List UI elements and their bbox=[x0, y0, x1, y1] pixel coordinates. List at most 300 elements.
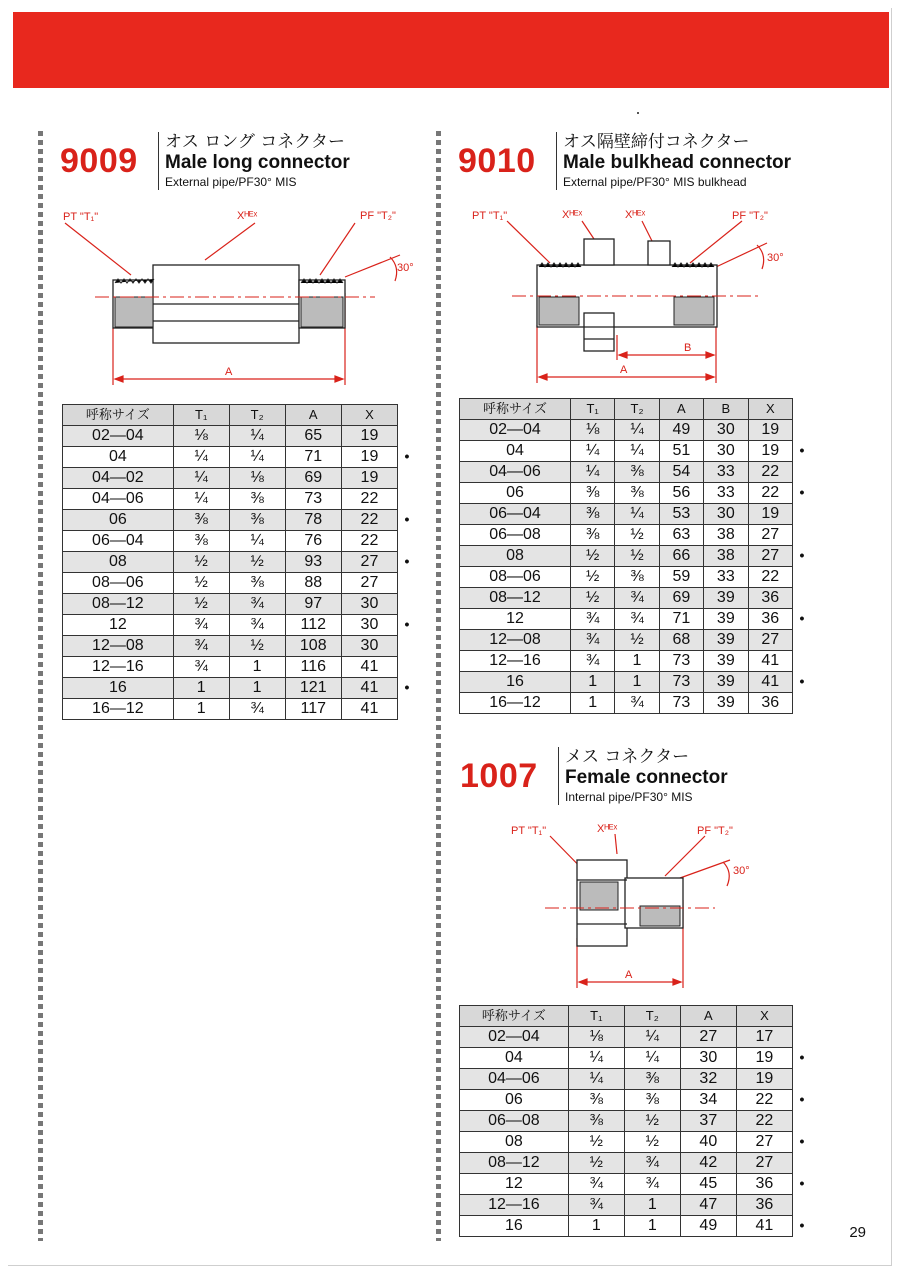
table-cell: 121 bbox=[285, 678, 341, 699]
table-cell: 19 bbox=[341, 468, 397, 489]
row-mark bbox=[798, 503, 806, 523]
table-cell: 36 bbox=[736, 1174, 792, 1195]
table-cell: ½ bbox=[173, 594, 229, 615]
table-cell: 36 bbox=[736, 1195, 792, 1216]
table-cell: 66 bbox=[659, 546, 703, 567]
table-cell: 36 bbox=[748, 609, 792, 630]
col-t2: T₂ bbox=[624, 1006, 680, 1027]
table-cell: 30 bbox=[341, 615, 397, 636]
table-cell: 30 bbox=[341, 636, 397, 657]
table-cell: 22 bbox=[748, 462, 792, 483]
table-row bbox=[460, 1132, 793, 1153]
table-cell: ¾ bbox=[229, 615, 285, 636]
label-angle: 30° bbox=[733, 865, 750, 877]
table-cell: ¼ bbox=[624, 1048, 680, 1069]
table-row bbox=[460, 462, 793, 483]
row-mark: • bbox=[799, 547, 805, 563]
col-a: A bbox=[659, 399, 703, 420]
table-row bbox=[460, 588, 793, 609]
table-cell: 39 bbox=[704, 672, 748, 693]
table-cell: 19 bbox=[736, 1048, 792, 1069]
table-cell: ¼ bbox=[568, 1048, 624, 1069]
product-code: 1007 bbox=[460, 757, 538, 795]
table-cell: ⅜ bbox=[173, 510, 229, 531]
table-body bbox=[460, 420, 793, 714]
row-mark bbox=[798, 1152, 806, 1172]
table-cell: 51 bbox=[659, 441, 703, 462]
row-mark: • bbox=[799, 1133, 805, 1149]
cell-size: 12 bbox=[460, 609, 571, 630]
col-x: X bbox=[341, 405, 397, 426]
table-cell: 39 bbox=[704, 630, 748, 651]
label-hex: Xᴴᴱˣ bbox=[597, 823, 618, 835]
table-row bbox=[460, 1153, 793, 1174]
row-mark: • bbox=[404, 553, 410, 569]
table-row bbox=[460, 1069, 793, 1090]
table-cell: 30 bbox=[704, 420, 748, 441]
title-jp: オス隔壁締付コネクター bbox=[563, 132, 750, 152]
label-pf: PF "T₂" bbox=[732, 210, 768, 222]
table-cell: ¼ bbox=[229, 447, 285, 468]
table-cell: 36 bbox=[748, 693, 792, 714]
table-cell: ½ bbox=[615, 546, 659, 567]
row-mark bbox=[798, 1194, 806, 1214]
female-connector-drawing bbox=[505, 820, 785, 990]
table-cell: ¾ bbox=[624, 1153, 680, 1174]
cell-size: 12—16 bbox=[460, 1195, 569, 1216]
row-mark: • bbox=[799, 1175, 805, 1191]
table-row bbox=[63, 426, 398, 447]
cell-size: 12 bbox=[460, 1174, 569, 1195]
col-size: 呼称サイズ bbox=[460, 399, 571, 420]
table-cell: 97 bbox=[285, 594, 341, 615]
title-jp: メス コネクター bbox=[565, 747, 690, 767]
row-mark bbox=[798, 629, 806, 649]
table-row bbox=[63, 699, 398, 720]
col-x: X bbox=[736, 1006, 792, 1027]
table-cell: 22 bbox=[341, 489, 397, 510]
table-row bbox=[63, 636, 398, 657]
spec-table-9010 bbox=[459, 398, 793, 714]
table-cell: 1 bbox=[570, 693, 614, 714]
table-cell: 69 bbox=[285, 468, 341, 489]
table-cell: ½ bbox=[229, 552, 285, 573]
table-cell: ⅜ bbox=[173, 531, 229, 552]
table-cell: 1 bbox=[624, 1216, 680, 1237]
product-code: 9010 bbox=[458, 142, 536, 180]
page-number: 29 bbox=[849, 1224, 866, 1241]
cell-size: 08—12 bbox=[460, 1153, 569, 1174]
table-cell: 73 bbox=[659, 672, 703, 693]
table-cell: ¾ bbox=[173, 615, 229, 636]
cell-size: 04—06 bbox=[460, 1069, 569, 1090]
table-cell: ½ bbox=[173, 552, 229, 573]
table-cell: 17 bbox=[736, 1027, 792, 1048]
table-cell: ¼ bbox=[173, 468, 229, 489]
row-mark bbox=[798, 524, 806, 544]
row-mark bbox=[798, 461, 806, 481]
cell-size: 06 bbox=[460, 1090, 569, 1111]
table-cell: ¾ bbox=[624, 1174, 680, 1195]
row-mark bbox=[798, 692, 806, 712]
cell-size: 08—12 bbox=[63, 594, 174, 615]
table-cell: 1 bbox=[615, 651, 659, 672]
table-cell: ¼ bbox=[615, 441, 659, 462]
table-cell: ⅛ bbox=[229, 468, 285, 489]
table-cell: ½ bbox=[229, 636, 285, 657]
cell-size: 06—04 bbox=[63, 531, 174, 552]
middle-dashed-rule bbox=[436, 131, 441, 1241]
table-cell: 39 bbox=[704, 693, 748, 714]
table-cell: 22 bbox=[736, 1090, 792, 1111]
table-row bbox=[63, 678, 398, 699]
table-cell: 68 bbox=[659, 630, 703, 651]
table-cell: 27 bbox=[748, 630, 792, 651]
table-cell: 69 bbox=[659, 588, 703, 609]
table-cell: ⅜ bbox=[624, 1090, 680, 1111]
table-cell: 38 bbox=[704, 525, 748, 546]
table-row bbox=[63, 468, 398, 489]
table-cell: 47 bbox=[680, 1195, 736, 1216]
table-cell: 112 bbox=[285, 615, 341, 636]
label-a: A bbox=[620, 364, 628, 376]
table-row bbox=[63, 573, 398, 594]
table-cell: ⅜ bbox=[229, 510, 285, 531]
cell-size: 16 bbox=[460, 1216, 569, 1237]
table-cell: 33 bbox=[704, 483, 748, 504]
cell-size: 16—12 bbox=[460, 693, 571, 714]
table-cell: ½ bbox=[624, 1132, 680, 1153]
speck bbox=[637, 112, 639, 114]
table-cell: ⅜ bbox=[615, 483, 659, 504]
table-row bbox=[460, 546, 793, 567]
table-cell: 42 bbox=[680, 1153, 736, 1174]
cell-size: 06 bbox=[460, 483, 571, 504]
spec-table-9009 bbox=[62, 404, 398, 720]
subtitle: Internal pipe/PF30° MIS bbox=[565, 790, 693, 804]
cell-size: 08 bbox=[460, 546, 571, 567]
cell-size: 08 bbox=[63, 552, 174, 573]
cell-size: 12—16 bbox=[460, 651, 571, 672]
table-cell: ¾ bbox=[570, 651, 614, 672]
table-cell: 37 bbox=[680, 1111, 736, 1132]
table-cell: 19 bbox=[341, 426, 397, 447]
cell-size: 08—06 bbox=[460, 567, 571, 588]
table-cell: 1 bbox=[173, 678, 229, 699]
label-b: B bbox=[684, 342, 692, 354]
cell-size: 12—16 bbox=[63, 657, 174, 678]
table-cell: 19 bbox=[341, 447, 397, 468]
row-mark bbox=[403, 467, 411, 487]
table-cell: 30 bbox=[680, 1048, 736, 1069]
table-row bbox=[63, 447, 398, 468]
table-cell: ¾ bbox=[615, 693, 659, 714]
table-row bbox=[460, 609, 793, 630]
table-cell: ⅛ bbox=[568, 1027, 624, 1048]
label-pt: PT "T₁" bbox=[63, 211, 99, 223]
cell-size: 04—02 bbox=[63, 468, 174, 489]
table-row bbox=[63, 552, 398, 573]
table-cell: 117 bbox=[285, 699, 341, 720]
cell-size: 06—04 bbox=[460, 504, 571, 525]
table-cell: ⅜ bbox=[229, 573, 285, 594]
table-cell: 27 bbox=[748, 525, 792, 546]
title-en: Female connector bbox=[565, 767, 728, 788]
table-header bbox=[460, 1006, 793, 1027]
table-cell: ¾ bbox=[570, 609, 614, 630]
row-mark bbox=[798, 419, 806, 439]
table-cell: 19 bbox=[736, 1069, 792, 1090]
table-cell: 56 bbox=[659, 483, 703, 504]
table-cell: 19 bbox=[748, 420, 792, 441]
table-row bbox=[460, 693, 793, 714]
cell-size: 16—12 bbox=[63, 699, 174, 720]
row-mark bbox=[403, 572, 411, 592]
table-cell: ¼ bbox=[229, 426, 285, 447]
table-cell: ⅜ bbox=[570, 483, 614, 504]
table-row bbox=[460, 630, 793, 651]
table-cell: 41 bbox=[341, 657, 397, 678]
subtitle: External pipe/PF30° MIS bulkhead bbox=[563, 175, 747, 189]
table-row bbox=[63, 510, 398, 531]
row-mark: • bbox=[799, 484, 805, 500]
row-mark: • bbox=[404, 448, 410, 464]
table-cell: ¼ bbox=[173, 489, 229, 510]
table-cell: 59 bbox=[659, 567, 703, 588]
table-row bbox=[460, 1048, 793, 1069]
table-cell: ½ bbox=[568, 1132, 624, 1153]
row-mark bbox=[798, 1068, 806, 1088]
table-cell: ¾ bbox=[173, 657, 229, 678]
table-cell: 39 bbox=[704, 609, 748, 630]
label-a: A bbox=[225, 366, 233, 378]
table-row bbox=[460, 651, 793, 672]
table-cell: ½ bbox=[624, 1111, 680, 1132]
table-cell: 27 bbox=[736, 1153, 792, 1174]
table-cell: 27 bbox=[736, 1132, 792, 1153]
table-cell: 65 bbox=[285, 426, 341, 447]
table-cell: 22 bbox=[341, 531, 397, 552]
cell-size: 04—06 bbox=[460, 462, 571, 483]
label-hex-2: Xᴴᴱˣ bbox=[625, 209, 646, 221]
table-row bbox=[460, 1027, 793, 1048]
row-mark bbox=[403, 656, 411, 676]
row-mark bbox=[403, 425, 411, 445]
cell-size: 04—06 bbox=[63, 489, 174, 510]
table-row bbox=[63, 657, 398, 678]
table-cell: 49 bbox=[680, 1216, 736, 1237]
table-cell: ¼ bbox=[615, 504, 659, 525]
table-cell: 22 bbox=[341, 510, 397, 531]
row-mark bbox=[798, 587, 806, 607]
table-row bbox=[460, 1174, 793, 1195]
col-t1: T₁ bbox=[570, 399, 614, 420]
row-mark bbox=[403, 698, 411, 718]
cell-size: 02—04 bbox=[460, 420, 571, 441]
cell-size: 06—08 bbox=[460, 525, 571, 546]
label-hex-1: Xᴴᴱˣ bbox=[562, 209, 583, 221]
table-cell: 78 bbox=[285, 510, 341, 531]
table-cell: 41 bbox=[736, 1216, 792, 1237]
table-cell: 1 bbox=[229, 678, 285, 699]
table-body bbox=[460, 1027, 793, 1237]
table-cell: ¾ bbox=[229, 699, 285, 720]
table-cell: 73 bbox=[659, 693, 703, 714]
title-en: Male long connector bbox=[165, 152, 350, 173]
table-cell: 88 bbox=[285, 573, 341, 594]
table-cell: 53 bbox=[659, 504, 703, 525]
col-size: 呼称サイズ bbox=[63, 405, 174, 426]
product-title bbox=[556, 132, 791, 190]
table-cell: ¾ bbox=[173, 636, 229, 657]
table-row bbox=[460, 441, 793, 462]
table-cell: ¾ bbox=[568, 1195, 624, 1216]
table-cell: 39 bbox=[704, 588, 748, 609]
cell-size: 06 bbox=[63, 510, 174, 531]
table-cell: ⅜ bbox=[570, 504, 614, 525]
spec-table-1007 bbox=[459, 1005, 793, 1237]
table-cell: 45 bbox=[680, 1174, 736, 1195]
table-cell: 1 bbox=[615, 672, 659, 693]
label-pf: PF "T₂" bbox=[697, 825, 733, 837]
table-cell: 1 bbox=[568, 1216, 624, 1237]
table-row bbox=[460, 672, 793, 693]
row-mark: • bbox=[404, 679, 410, 695]
table-cell: ¼ bbox=[173, 447, 229, 468]
col-size: 呼称サイズ bbox=[460, 1006, 569, 1027]
cell-size: 16 bbox=[460, 672, 571, 693]
table-cell: ½ bbox=[615, 630, 659, 651]
table-row bbox=[63, 531, 398, 552]
table-row bbox=[63, 594, 398, 615]
product-code: 9009 bbox=[60, 142, 138, 180]
table-cell: 30 bbox=[341, 594, 397, 615]
table-cell: 34 bbox=[680, 1090, 736, 1111]
table-cell: 71 bbox=[659, 609, 703, 630]
table-cell: 32 bbox=[680, 1069, 736, 1090]
table-cell: 39 bbox=[704, 651, 748, 672]
table-cell: 40 bbox=[680, 1132, 736, 1153]
table-cell: 76 bbox=[285, 531, 341, 552]
product-title bbox=[558, 747, 728, 805]
row-mark bbox=[798, 1026, 806, 1046]
table-cell: 71 bbox=[285, 447, 341, 468]
table-row bbox=[460, 420, 793, 441]
table-cell: ⅜ bbox=[568, 1111, 624, 1132]
row-mark bbox=[798, 650, 806, 670]
col-t1: T₁ bbox=[568, 1006, 624, 1027]
table-cell: ¾ bbox=[615, 609, 659, 630]
col-t2: T₂ bbox=[615, 399, 659, 420]
cell-size: 08 bbox=[460, 1132, 569, 1153]
row-mark bbox=[403, 593, 411, 613]
cell-size: 12 bbox=[63, 615, 174, 636]
row-mark: • bbox=[799, 1049, 805, 1065]
table-cell: 54 bbox=[659, 462, 703, 483]
cell-size: 08—06 bbox=[63, 573, 174, 594]
table-cell: ⅜ bbox=[568, 1090, 624, 1111]
cell-size: 04 bbox=[63, 447, 174, 468]
table-cell: 63 bbox=[659, 525, 703, 546]
table-cell: 41 bbox=[341, 699, 397, 720]
table-cell: ¾ bbox=[615, 588, 659, 609]
table-body bbox=[63, 426, 398, 720]
table-cell: ½ bbox=[570, 567, 614, 588]
label-angle: 30° bbox=[397, 262, 414, 274]
col-t2: T₂ bbox=[229, 405, 285, 426]
cell-size: 04 bbox=[460, 441, 571, 462]
table-row bbox=[460, 1195, 793, 1216]
table-header bbox=[460, 399, 793, 420]
row-mark bbox=[798, 566, 806, 586]
table-cell: 22 bbox=[748, 483, 792, 504]
col-a: A bbox=[285, 405, 341, 426]
row-mark: • bbox=[404, 511, 410, 527]
row-mark: • bbox=[799, 673, 805, 689]
row-mark bbox=[798, 1110, 806, 1130]
row-mark: • bbox=[799, 610, 805, 626]
table-row bbox=[63, 489, 398, 510]
title-jp: オス ロング コネクター bbox=[165, 132, 345, 152]
table-cell: ⅜ bbox=[570, 525, 614, 546]
table-cell: ¼ bbox=[570, 462, 614, 483]
male-long-connector-drawing bbox=[55, 205, 425, 395]
table-cell: ¾ bbox=[229, 594, 285, 615]
table-cell: ¾ bbox=[570, 630, 614, 651]
label-pf: PF "T₂" bbox=[360, 210, 396, 222]
table-cell: ⅜ bbox=[615, 462, 659, 483]
table-cell: 19 bbox=[748, 504, 792, 525]
table-cell: ½ bbox=[570, 588, 614, 609]
cell-size: 06—08 bbox=[460, 1111, 569, 1132]
table-cell: 33 bbox=[704, 567, 748, 588]
cell-size: 08—12 bbox=[460, 588, 571, 609]
table-row bbox=[460, 483, 793, 504]
row-mark: • bbox=[404, 616, 410, 632]
label-pt: PT "T₁" bbox=[472, 210, 508, 222]
row-mark bbox=[403, 530, 411, 550]
label-hex: Xᴴᴱˣ bbox=[237, 210, 258, 222]
row-mark: • bbox=[799, 1091, 805, 1107]
table-cell: ¼ bbox=[570, 441, 614, 462]
label-a: A bbox=[625, 969, 633, 981]
table-row bbox=[460, 567, 793, 588]
table-cell: 22 bbox=[748, 567, 792, 588]
table-cell: 49 bbox=[659, 420, 703, 441]
row-mark: • bbox=[799, 442, 805, 458]
table-cell: 1 bbox=[570, 672, 614, 693]
table-cell: ½ bbox=[615, 525, 659, 546]
table-row bbox=[460, 1090, 793, 1111]
table-cell: 1 bbox=[229, 657, 285, 678]
cell-size: 02—04 bbox=[460, 1027, 569, 1048]
col-t1: T₁ bbox=[173, 405, 229, 426]
cell-size: 12—08 bbox=[460, 630, 571, 651]
table-cell: 33 bbox=[704, 462, 748, 483]
row-mark: • bbox=[799, 1217, 805, 1233]
row-mark bbox=[403, 488, 411, 508]
table-cell: 93 bbox=[285, 552, 341, 573]
cell-size: 16 bbox=[63, 678, 174, 699]
label-pt: PT "T₁" bbox=[511, 825, 547, 837]
table-cell: 73 bbox=[659, 651, 703, 672]
product-title bbox=[158, 132, 350, 190]
table-cell: 41 bbox=[341, 678, 397, 699]
table-cell: ¼ bbox=[568, 1069, 624, 1090]
table-header bbox=[63, 405, 398, 426]
table-cell: ¼ bbox=[229, 531, 285, 552]
table-cell: 1 bbox=[624, 1195, 680, 1216]
